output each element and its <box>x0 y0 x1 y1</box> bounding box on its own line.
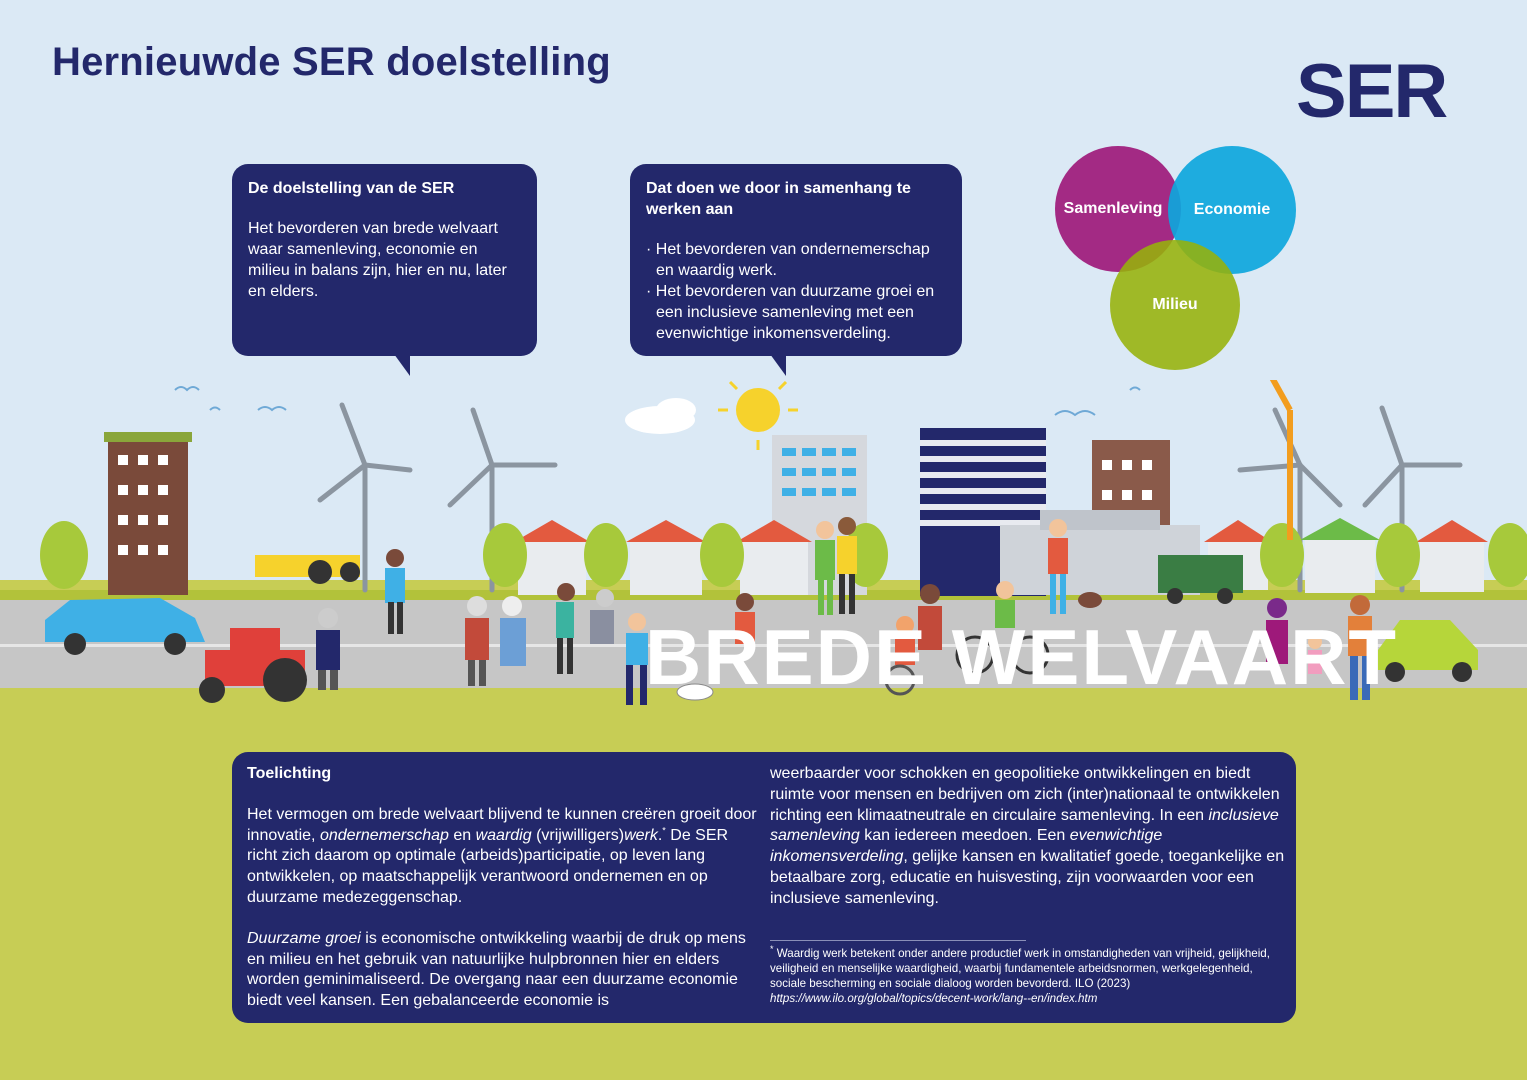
crane-icon <box>1215 380 1300 540</box>
text-run-italic: evenwichtige inkomensverdeling <box>770 827 1163 866</box>
approach-list <box>646 239 946 344</box>
approach-bubble <box>630 164 962 356</box>
venn-label-milieu: Milieu <box>1152 296 1198 313</box>
brede-welvaart-banner: BREDE WELVAART <box>645 613 1399 701</box>
text-run: is economische ontwikkeling waarbij de druk op mens en milieu en het gebruik van natuurlijke hulpbronnen hier en elders worden geminimaliseerd. De overgang naar een duurzame economie biedt veel kansen. Een gebalanceerde economie is <box>247 929 746 1010</box>
explanation-heading: Toelichting <box>247 765 332 782</box>
text-run-italic: waardig <box>475 826 532 844</box>
text-run: Het vermogen om brede welvaart blijvend te kunnen creëren groeit door innovatie, <box>247 805 757 844</box>
venn-label-economie: Economie <box>1193 201 1271 218</box>
text-run: (vrijwilligers) <box>531 826 625 844</box>
goal-text: Het bevorderen van brede welvaart waar samenleving, economie en milieu in balans zijn, hier en nu, later en elders. <box>248 220 507 300</box>
yellow-tractor-icon <box>255 555 360 584</box>
footnote-marker: * <box>770 944 774 955</box>
blue-car-icon <box>45 598 205 655</box>
text-run: , gelijke kansen en kwalitatief goede, toegankelijke en betaalbare zorg, educatie en huisvesting, zijn voorwaarden voor een inclusieve samenleving. <box>770 848 1285 907</box>
explanation-panel <box>232 752 1296 1023</box>
approach-item: · Het bevorderen van duurzame groei en een inclusieve samenleving met een evenwichtige inkomensverdeling. <box>646 283 935 342</box>
text-run: De SER richt zich daarom op optimale (arbeids)participatie, op leven lang ontwikkelen, op maatschappelijk verantwoord ondernemen en op duurzame medezeggenschap. <box>247 826 729 906</box>
explanation-column-left <box>247 764 757 1032</box>
ser-logo: SER <box>1296 49 1447 134</box>
goal-bubble <box>232 164 537 356</box>
venn-label-samenleving: Samenleving <box>1063 200 1163 217</box>
text-run: kan iedereen meedoen. Een <box>859 827 1070 845</box>
footnote <box>770 946 1270 1006</box>
garbage-truck-icon <box>1158 555 1243 604</box>
goal-heading: De doelstelling van de SER <box>248 180 455 197</box>
approach-item: · Het bevorderen van ondernemerschap en waardig werk. <box>646 241 930 279</box>
text-run: weerbaarder voor schokken en geopolitieke ontwikkelingen en biedt ruimte voor mensen en bedrijven om zich (inter)nationaal te ontwikkelen richting een klimaatneutrale en circulaire samenleving. In een <box>770 765 1280 824</box>
approach-heading: Dat doen we door in samenhang te werken aan <box>646 180 911 218</box>
text-run-italic: ondernemerschap <box>319 826 449 844</box>
text-run-italic: inclusieve samenleving <box>770 806 1279 845</box>
page-title: Hernieuwde SER doelstelling <box>52 40 611 84</box>
cloud-icon <box>195 380 1430 434</box>
explanation-paragraph-1 <box>247 805 757 909</box>
explanation-paragraph-3 <box>770 764 1285 910</box>
tractor-icon <box>199 628 307 703</box>
text-run: . <box>657 826 663 844</box>
explanation-column-right <box>770 764 1285 930</box>
goal-bubble-tail <box>394 354 410 376</box>
explanation-paragraph-2 <box>247 929 757 1012</box>
footnote-divider <box>770 940 1026 941</box>
text-run: en <box>448 826 476 844</box>
footnote-text: Waardig werk betekent onder andere productief werk in omstandigheden van vrijheid, gelijkheid, veiligheid en menselijke waardigheid, waarbij fundamentele arbeidsnormen, werkgelegenheid, sociale bescherming en sociale dialoog worden bevorderd. ILO (2023) <box>770 947 1270 990</box>
venn-milieu <box>1110 240 1240 370</box>
approach-bubble-tail <box>770 354 786 376</box>
footnote-link[interactable]: https://www.ilo.org/global/topics/decent-work/lang--en/index.htm <box>770 992 1098 1005</box>
venn-diagram <box>1050 140 1310 380</box>
footnote-marker: * <box>662 825 666 836</box>
text-run-italic: Duurzame groei <box>247 929 361 947</box>
text-run-italic: werk <box>624 826 658 844</box>
building-tower-left <box>104 432 192 595</box>
